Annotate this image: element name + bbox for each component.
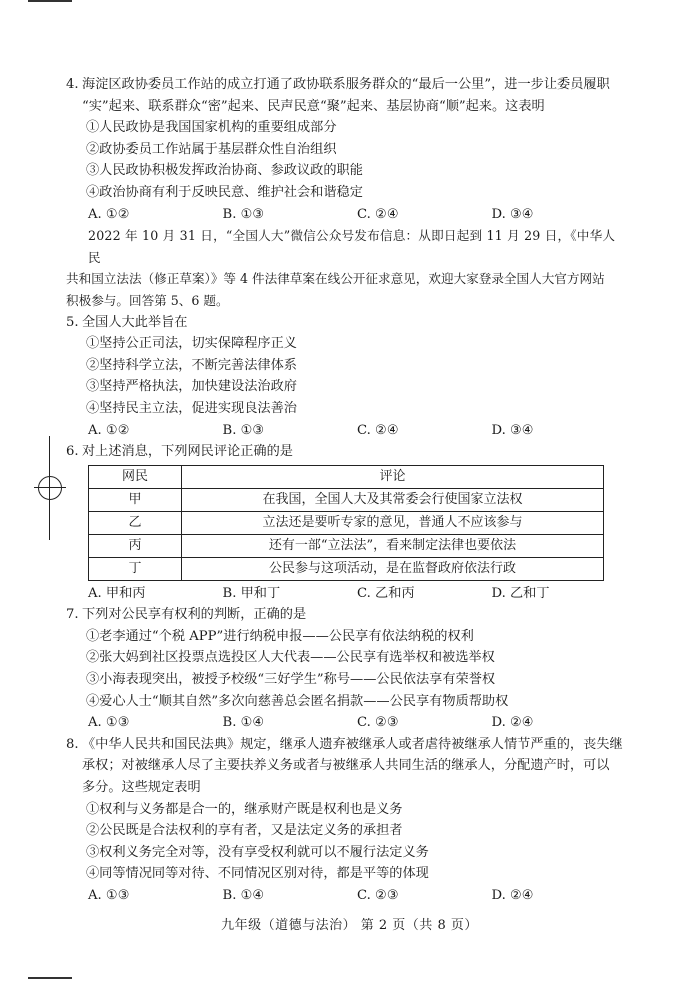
choice-c: C. ②③: [357, 715, 399, 731]
question-stem: 下列对公民享有权利的判断，正确的是: [82, 607, 307, 623]
statement-option: ①坚持公正司法，切实保障程序正义: [86, 336, 297, 352]
question-stem: 全国人大此举旨在: [82, 314, 188, 330]
choice-b: B. ①④: [222, 715, 265, 731]
question-stem-line: 《中华人民共和国民法典》规定，继承人遗弃被继承人或者虐待被继承人情节严重的，丧失继: [82, 736, 623, 752]
question-stem-line: 承权；对被继承人尽了主要扶养义务或者与被继承人共同生活的继承人，分配遗产时，可以: [82, 758, 610, 774]
answer-choices: [66, 583, 626, 605]
statement-option: ④政治协商有利于反映民意、维护社会和谐稳定: [86, 184, 363, 200]
page-footer: 九年级（道德与法治） 第 2 页（共 8 页）: [221, 918, 478, 933]
table-cell: 在我国，全国人大及其常委会行使国家立法权: [182, 488, 604, 511]
shared-material: [66, 225, 626, 311]
table-header-row: [89, 465, 604, 488]
choice-b: B. ①④: [222, 888, 265, 903]
choice-c: C. 乙和丙: [357, 585, 415, 601]
statement-option: ③人民政协积极发挥政治协商、参政议政的职能: [86, 163, 363, 179]
choice-a: A. 甲和丙: [88, 585, 146, 601]
top-crop-mark: [28, 0, 72, 2]
question-stem-line: 海淀区政协委员工作站的成立打通了政协联系服务群众的“最后一公里”，进一步让委员履职: [82, 77, 610, 92]
choice-a: A. ①③: [88, 888, 130, 903]
material-line: 2022 年 10 月 31 日，“全国人大”微信公众号发布信息：从即日起到 11 月 29 日，《中华人民: [88, 228, 616, 265]
question-stem-line: 多分。这些规定表明: [82, 780, 201, 796]
material-line: 积极参与。回答第 5、6 题。: [66, 292, 229, 308]
table-cell: 丁: [89, 557, 182, 580]
question-number: 5.: [66, 314, 79, 330]
comments-table: [88, 465, 604, 581]
answer-choices: [66, 420, 626, 442]
question-number: 7.: [66, 607, 79, 623]
choice-d: D. ③④: [491, 206, 534, 222]
choice-c: C. ②④: [357, 206, 399, 222]
choice-d: D. ②④: [491, 888, 534, 903]
statement-option: ①人民政协是我国国家机构的重要组成部分: [86, 120, 337, 136]
choice-c: C. ②④: [357, 422, 399, 438]
question-stem-line: “实”起来、联系群众“密”起来、民声民意“聚”起来、基层协商“顺”起来。这表明: [82, 98, 545, 114]
choice-d: D. 乙和丁: [491, 585, 550, 601]
table-row: [89, 557, 604, 580]
table-cell: 还有一部“立法法”，看来制定法律也要依法: [182, 534, 604, 557]
choice-c: C. ②③: [357, 888, 399, 903]
registration-mark-icon: [34, 472, 66, 504]
question-5: [66, 312, 626, 442]
table-row: [89, 488, 604, 511]
table-cell: 甲: [89, 488, 182, 511]
statement-option: ③小海表现突出，被授予校级“三好学生”称号——公民依法享有荣誉权: [86, 672, 496, 688]
question-number: 4.: [66, 77, 79, 92]
table-row: [89, 534, 604, 557]
question-6: [66, 441, 626, 604]
question-7: [66, 604, 626, 734]
question-number: 8.: [66, 736, 79, 752]
choice-b: B. ①③: [222, 422, 265, 438]
column-header: 网民: [89, 465, 182, 488]
choice-a: A. ①②: [88, 422, 130, 438]
statement-option: ①权利与义务都是合一的，继承财产既是权利也是义务: [86, 801, 403, 817]
table-cell: 乙: [89, 511, 182, 534]
statement-option: ④坚持民主立法，促进实现良法善治: [86, 400, 297, 416]
question-8: [66, 734, 626, 907]
answer-choices: [66, 204, 626, 226]
choice-b: B. 甲和丁: [222, 585, 281, 601]
choice-a: A. ①③: [88, 715, 130, 731]
choice-d: D. ②④: [491, 715, 534, 731]
question-number: 6.: [66, 444, 79, 460]
table-cell: 立法还是要听专家的意见，普通人不应该参与: [182, 511, 604, 534]
question-stem: 对上述消息，下列网民评论正确的是: [82, 444, 293, 460]
table-cell: 丙: [89, 534, 182, 557]
choice-d: D. ③④: [491, 422, 534, 438]
statement-option: ③坚持严格执法，加快建设法治政府: [86, 379, 297, 395]
statement-option: ②张大妈到社区投票点选投区人大代表——公民享有选举权和被选举权: [86, 650, 495, 666]
choice-a: A. ①②: [88, 206, 130, 222]
statement-option: ②公民既是合法权利的享有者，又是法定义务的承担者: [86, 823, 403, 839]
material-line: 共和国立法法（修正草案）》等 4 件法律草案在线公开征求意见，欢迎大家登录全国人大官方网站: [66, 271, 605, 287]
statement-option: ②坚持科学立法，不断完善法律体系: [86, 357, 297, 373]
table-cell: 公民参与这项活动，是在监督政府依法行政: [182, 557, 604, 580]
statement-option: ②政协委员工作站属于基层群众性自治组织: [86, 141, 337, 157]
answer-choices: [66, 885, 626, 907]
column-header: 评论: [182, 465, 604, 488]
bottom-crop-mark: [28, 977, 72, 979]
statement-option: ④同等情况同等对待、不同情况区别对待，都是平等的体现: [86, 866, 429, 882]
exam-content: [66, 74, 626, 907]
statement-option: ③权利义务完全对等，没有享受权利就可以不履行法定义务: [86, 844, 429, 860]
table-row: [89, 511, 604, 534]
statement-option: ①老李通过“个税 APP”进行纳税申报——公民享有依法纳税的权利: [86, 628, 474, 644]
answer-choices: [66, 712, 626, 734]
question-4: [66, 74, 626, 225]
choice-b: B. ①③: [222, 206, 265, 222]
statement-option: ④爱心人士“顺其自然”多次向慈善总会匿名捐款——公民享有物质帮助权: [86, 693, 509, 709]
